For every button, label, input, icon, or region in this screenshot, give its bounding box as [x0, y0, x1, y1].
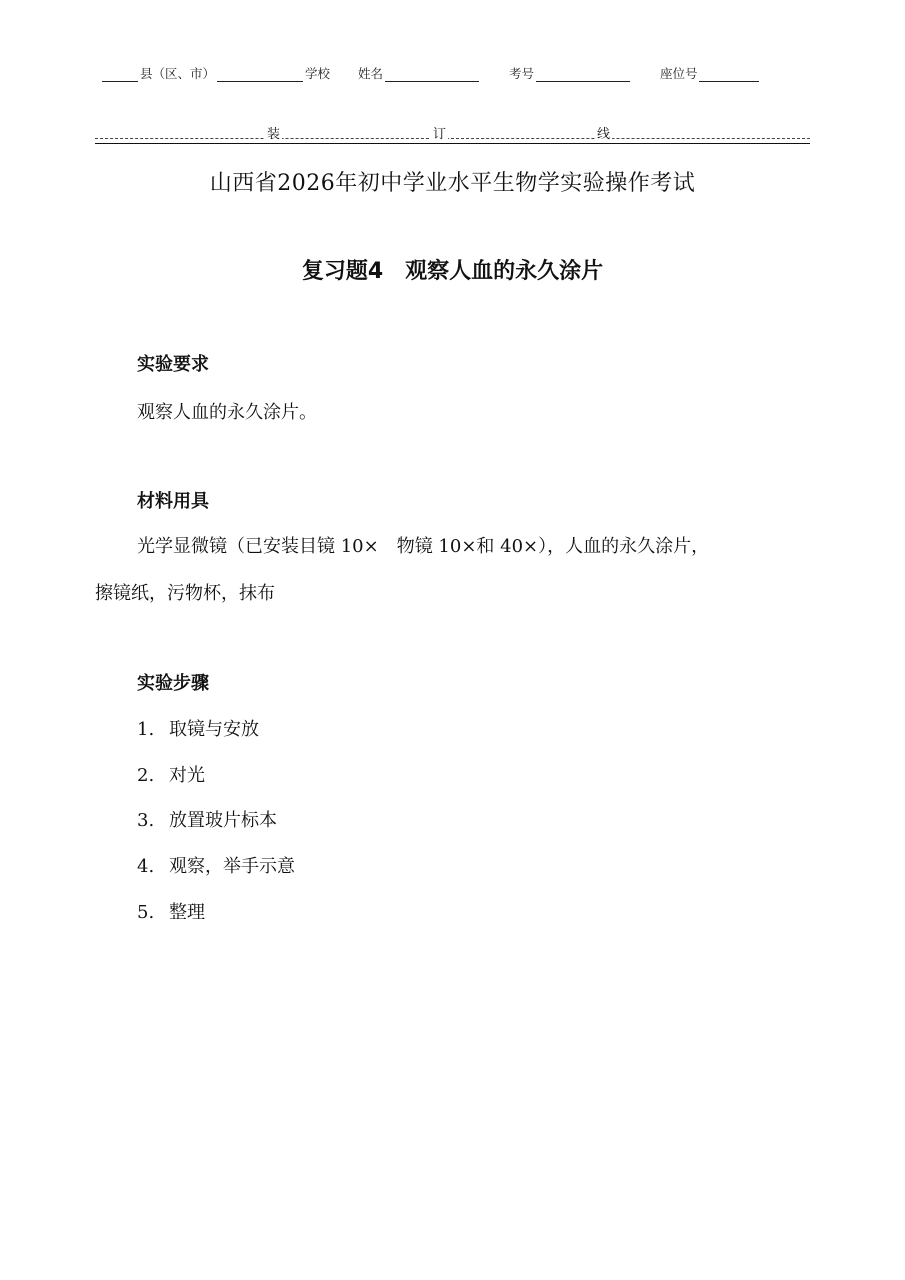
- step-text: 放置玻片标本: [169, 810, 277, 831]
- page-title: 山西省2026年初中学业水平生物学实验操作考试: [209, 171, 696, 196]
- step-text: 整理: [169, 902, 205, 923]
- requirement-heading: 实验要求: [137, 354, 209, 375]
- county-label: 县（区、市）: [140, 66, 216, 81]
- requirement-text: 观察人血的永久涂片。: [137, 402, 317, 423]
- seat-no-label: 座位号: [659, 66, 698, 81]
- step-item: [137, 806, 277, 832]
- step-item: [137, 715, 259, 741]
- name-label: 姓名: [358, 66, 384, 81]
- school-label: 学校: [305, 66, 331, 81]
- materials-text-line2: 擦镜纸，污物杯，抹布: [95, 583, 275, 604]
- binding-dotted-line: [95, 138, 810, 139]
- materials-heading: 材料用具: [137, 491, 209, 512]
- step-text: 对光: [169, 765, 205, 786]
- step-text: 取镜与安放: [169, 719, 259, 740]
- step-number: 1.: [137, 719, 155, 740]
- binding-char-ding: 订: [431, 123, 448, 142]
- step-text: 观察，举手示意: [169, 856, 295, 877]
- exam-no-blank[interactable]: [536, 67, 630, 82]
- binding-solid-line: [95, 143, 810, 144]
- question-subtitle: 复习题4 观察人血的永久涂片: [301, 259, 604, 284]
- binding-char-xian: 线: [595, 123, 612, 142]
- materials-text-line1: 光学显微镜（已安装目镜 10× 物镜 10×和 40×），人血的永久涂片，: [137, 536, 710, 557]
- step-number: 4.: [137, 856, 155, 877]
- steps-heading: 实验步骤: [137, 673, 209, 694]
- step-number: 2.: [137, 765, 155, 786]
- school-blank[interactable]: [217, 67, 303, 82]
- step-item: [137, 761, 205, 787]
- step-number: 3.: [137, 810, 155, 831]
- name-blank[interactable]: [385, 67, 479, 82]
- county-blank[interactable]: [102, 67, 138, 82]
- exam-info-fields: [100, 64, 800, 82]
- step-item: [137, 898, 205, 924]
- binding-char-zhuang: 装: [265, 123, 282, 142]
- seat-no-blank[interactable]: [699, 67, 759, 82]
- binding-line: [95, 123, 810, 145]
- exam-no-label: 考号: [508, 66, 534, 81]
- step-number: 5.: [137, 902, 155, 923]
- step-item: [137, 852, 295, 878]
